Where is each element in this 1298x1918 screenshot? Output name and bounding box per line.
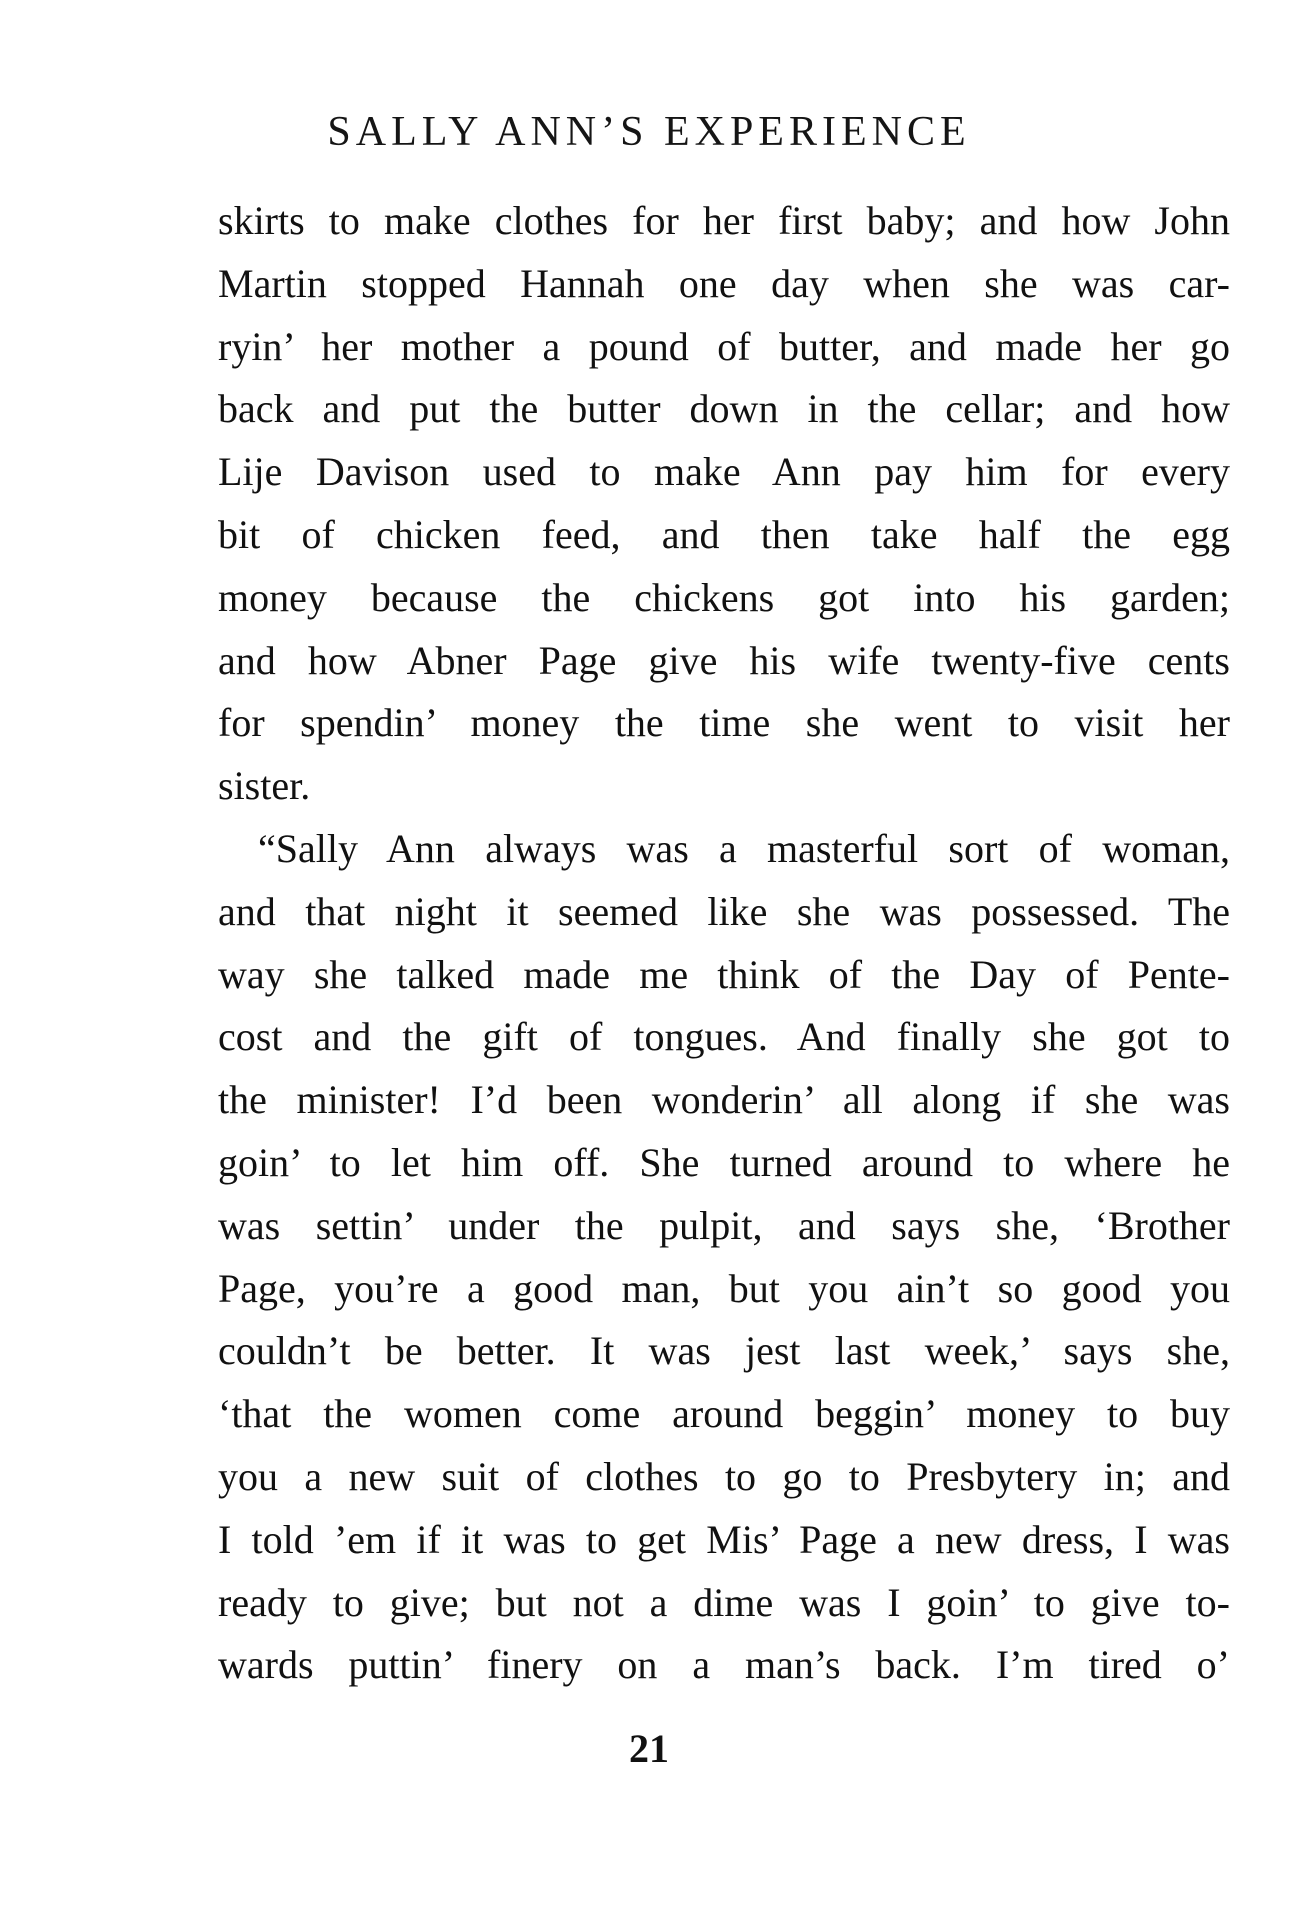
page-number: 21 (629, 1726, 669, 1771)
text-line: cost and the gift of tongues. And finally she got to (218, 1014, 1230, 1060)
text-line: bit of chicken feed, and then take half the egg (218, 511, 1230, 557)
text-line: Page, you’re a good man, but you ain’t so good you (218, 1265, 1230, 1311)
text-line: ryin’ her mother a pound of butter, and made her go (218, 323, 1230, 369)
text-line: you a new suit of clothes to go to Presbytery in; and (218, 1453, 1230, 1499)
text-line: Martin stopped Hannah one day when she was car- (218, 260, 1230, 306)
text-line: way she talked made me think of the Day of Pente- (218, 951, 1230, 997)
running-head: SALLY ANN’S EXPERIENCE (327, 109, 971, 155)
text-line: skirts to make clothes for her first baby; and how John (218, 198, 1230, 243)
text-line: I told ’em if it was to get Mis’ Page a new dress, I was (218, 1516, 1230, 1562)
text-line: back and put the butter down in the cellar; and how (218, 386, 1230, 432)
text-line: for spendin’ money the time she went to visit her (218, 700, 1230, 746)
text-line: Lije Davison used to make Ann pay him for every (218, 449, 1230, 495)
text-line: ready to give; but not a dime was I goin’ to give to- (218, 1579, 1230, 1625)
text-line: money because the chickens got into his garden; (218, 574, 1230, 620)
text-line: and how Abner Page give his wife twenty-five cents (218, 637, 1230, 683)
text-line: wards puttin’ finery on a man’s back. I’m tired o’ (218, 1642, 1230, 1688)
text-line: and that night it seemed like she was possessed. The (218, 888, 1230, 934)
text-line: was settin’ under the pulpit, and says she, ‘Brother (218, 1202, 1230, 1248)
body-text (218, 190, 1230, 1697)
text-line: “Sally Ann always was a masterful sort of woman, (258, 825, 1230, 871)
text-line: couldn’t be better. It was jest last week,’ says she, (218, 1328, 1230, 1374)
text-line: sister. (218, 763, 311, 809)
text-line: the minister! I’d been wonderin’ all along if she was (218, 1077, 1230, 1123)
text-line: ‘that the women come around beggin’ money to buy (218, 1391, 1230, 1437)
text-line: goin’ to let him off. She turned around to where he (218, 1139, 1230, 1185)
